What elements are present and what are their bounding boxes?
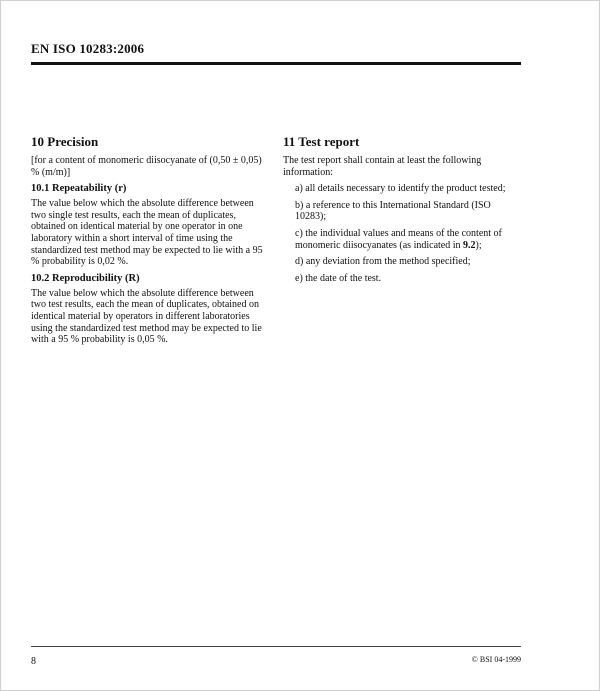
section-11-heading: 11 Test report: [283, 134, 360, 149]
item-c-reference: 9.2: [463, 239, 476, 251]
section-10-note: [for a content of monomeric diisocyanate of (0,50 ± 0,05) % (m/m)]: [31, 155, 262, 178]
test-report-item-e: e) the date of the test.: [295, 272, 382, 284]
copyright-notice: © BSI 04-1999: [471, 655, 521, 664]
section-10-2-heading: 10.2 Reproducibility (R): [31, 272, 140, 284]
test-report-item-b: b) a reference to this International Standard (ISO 10283);: [295, 199, 491, 223]
document-header-title: EN ISO 10283:2006: [31, 41, 145, 56]
right-column: [283, 134, 523, 289]
item-c-prefix: c) the individual values and means of the content of monomeric diisocyanates (as indicated in: [295, 227, 502, 251]
item-c-suffix: );: [475, 239, 482, 251]
section-10-1-text: The value below which the absolute difference between two single test results, each the mean of duplicates, obtained on identical material by one operator in one laboratory within a short interval of time using the standardized test method may be expected to lie with a 95 % probability is 0,02 %.: [31, 198, 263, 268]
section-10-heading: 10 Precision: [31, 134, 99, 149]
header-rule: [31, 62, 521, 65]
section-11-intro: The test report shall contain at least the following information:: [283, 155, 482, 178]
page-number: 8: [31, 656, 36, 667]
test-report-item-a: a) all details necessary to identify the product tested;: [295, 183, 506, 195]
footer-rule: [31, 646, 521, 647]
test-report-item-c: [295, 228, 523, 251]
section-10-2-text: The value below which the absolute difference between two test results, each the mean of duplicates, obtained on identical material by operators in different laboratories using the standardized test method may be expected to lie with a 95 % probability is 0,05 %.: [31, 287, 262, 346]
section-10-1-heading: 10.1 Repeatability (r): [31, 183, 127, 195]
test-report-item-d: d) any deviation from the method specified;: [295, 256, 471, 268]
left-column: [31, 134, 271, 351]
